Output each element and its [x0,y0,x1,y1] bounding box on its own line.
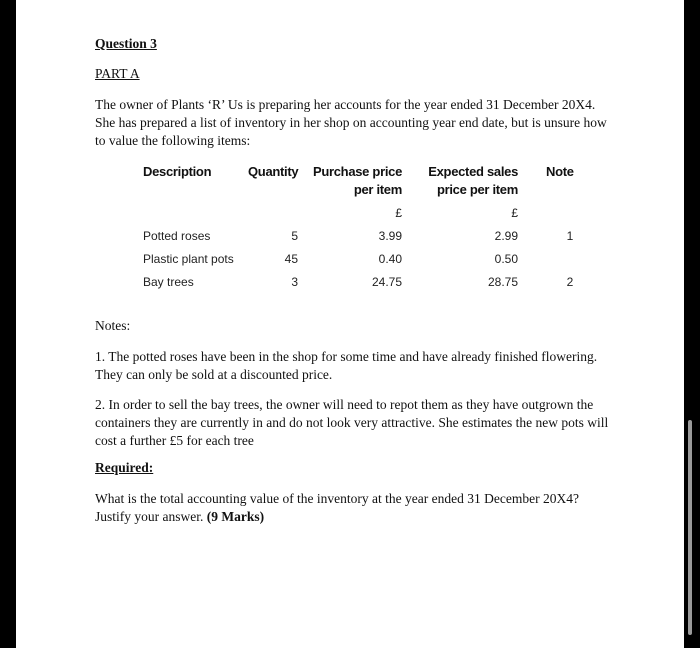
header-purchase-price-line2: per item [353,182,402,197]
row-note: 1 [566,229,574,243]
row-purchase-price: 0.40 [378,252,402,266]
question-text: What is the total accounting value of the inventory at the year ended 31 December 20X4? Justify your answer. [95,491,579,524]
scrollbar[interactable] [688,420,692,635]
row-sales-price: 28.75 [487,275,518,289]
header-sales-price-line2: price per item [436,182,518,197]
header-note: Note [546,164,574,179]
row-quantity: 3 [291,275,298,289]
row-sales-price: 2.99 [494,229,518,243]
row-description: Plastic plant pots [143,252,234,266]
header-purchase-price-line1: Purchase price [312,164,402,179]
note-2: 2. In order to sell the bay trees, the owner will need to repot them as they have outgrown the containers they are currently in and do not look very attractive. She estimates the new pots will cost a further £5 for each tree [95,397,609,448]
row-sales-price: 0.50 [494,252,518,266]
currency-purchase: £ [395,206,402,220]
row-purchase-price: 3.99 [378,229,402,243]
notes-heading: Notes: [95,318,131,333]
marks-label: (9 Marks) [206,509,265,524]
part-title: PART A [95,66,140,81]
required-heading: Required: [95,460,154,475]
row-note: 2 [566,275,574,289]
note-1: 1. The potted roses have been in the shop for some time and have already finished flowering. They can only be sold at a discounted price. [95,349,598,382]
header-sales-price-line1: Expected sales [428,164,518,179]
row-description: Potted roses [143,229,211,243]
row-description: Bay trees [143,275,194,289]
intro-paragraph: The owner of Plants ‘R’ Us is preparing her accounts for the year ended 31 December 20X4. She has prepared a list of inventory in her shop on accounting year end date, but is unsure how to value the following items: [95,97,607,148]
required-question [95,490,610,526]
row-quantity: 5 [291,229,298,243]
row-quantity: 45 [284,252,298,266]
question-title: Question 3 [95,36,157,51]
currency-sales: £ [511,206,518,220]
row-purchase-price: 24.75 [371,275,402,289]
header-description: Description [143,164,212,179]
header-quantity: Quantity [248,164,299,179]
